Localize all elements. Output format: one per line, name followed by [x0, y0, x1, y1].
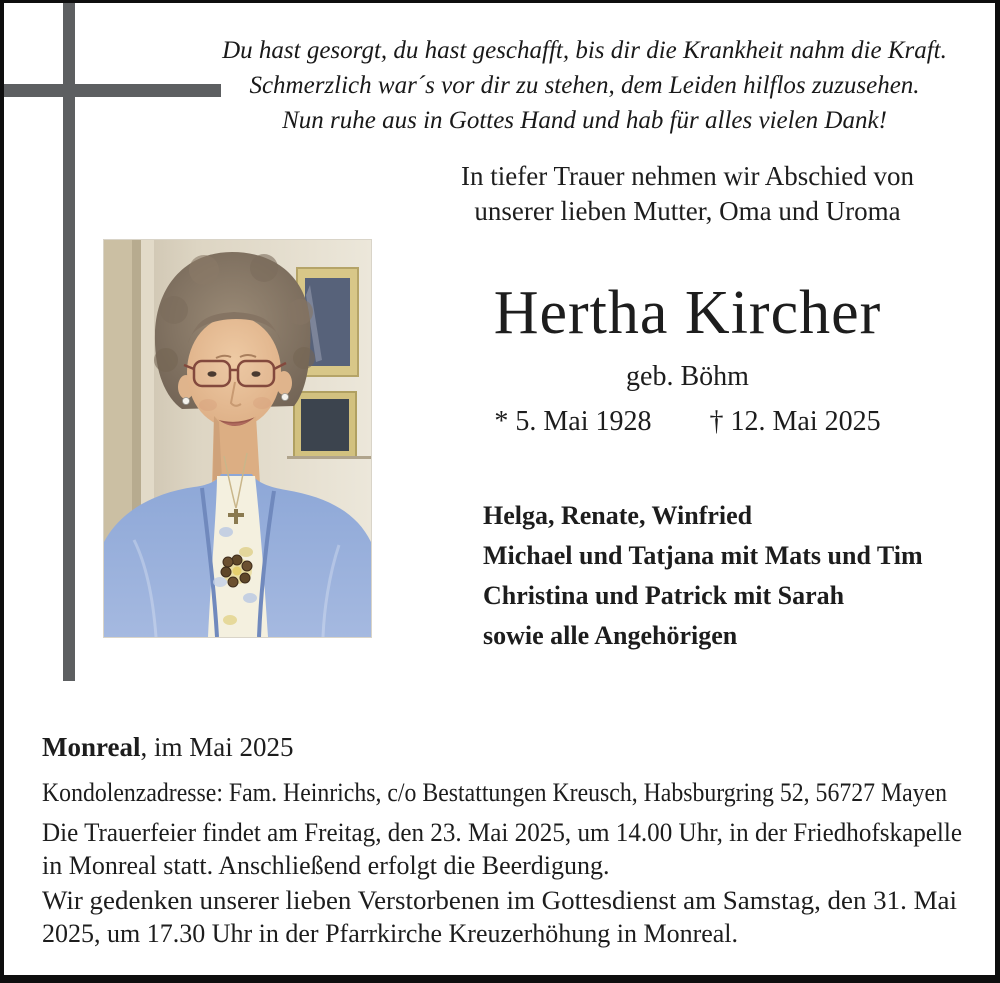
intro-line: In tiefer Trauer nehmen wir Abschied von — [461, 161, 914, 191]
place-name: Monreal — [42, 732, 141, 762]
verse-line: Nun ruhe aus in Gottes Hand und hab für alles vielen Dank! — [282, 107, 887, 134]
life-dates — [435, 405, 940, 438]
intro-line: unserer lieben Mutter, Oma und Uroma — [474, 196, 901, 226]
earring-right — [282, 394, 289, 401]
funeral-info — [42, 816, 962, 882]
memorial-line: 2025, um 17.30 Uhr in der Pfarrkirche Kreuzerhöhung in Monreal. — [42, 919, 739, 948]
mourners-list — [435, 496, 940, 656]
mourners-line: Christina und Patrick mit Sarah — [483, 581, 845, 610]
maiden-name: geb. Böhm — [626, 361, 749, 392]
mourners-line: Michael und Tatjana mit Mats und Tim — [483, 541, 923, 570]
earring-left — [183, 398, 190, 405]
place-date-line — [42, 730, 962, 764]
verse-line: Du hast gesorgt, du hast geschafft, bis dir die Krankheit nahm die Kraft. — [222, 37, 947, 64]
intro-text — [435, 159, 940, 229]
mourners-line: Helga, Renate, Winfried — [483, 501, 753, 530]
eye-left — [208, 371, 217, 377]
details-block — [42, 730, 962, 950]
funeral-line: in Monreal statt. Anschließend erfolgt die Beerdigung. — [42, 851, 610, 880]
condolence-address-line — [42, 776, 962, 809]
death-date: † 12. Mai 2025 — [709, 406, 881, 437]
verse-line: Schmerzlich war´s vor dir zu stehen, dem Leiden hilflos zuzusehen. — [249, 72, 920, 99]
funeral-line: Die Trauerfeier findet am Freitag, den 23. Mai 2025, um 14.00 Uhr, in der Friedhofskapelle — [42, 818, 962, 847]
memorial-service-info — [42, 884, 962, 950]
framed-picture-lower — [294, 392, 356, 458]
memorial-line: Wir gedenken unserer lieben Verstorbenen im Gottesdienst am Samstag, den 31. Mai — [42, 886, 957, 915]
mourners-line: sowie alle Angehörigen — [483, 621, 738, 650]
birth-date: * 5. Mai 1928 — [494, 406, 652, 437]
condolence-text: Kondolenzadresse: Fam. Heinrichs, c/o Bestattungen Kreusch, Habsburgring 52, 56727 Mayen — [42, 778, 947, 807]
portrait-photo — [104, 240, 371, 637]
memorial-cross-vertical-bar — [63, 3, 75, 681]
announcement-column — [435, 159, 940, 656]
place-date-rest: , im Mai 2025 — [140, 732, 294, 762]
eye-right — [252, 371, 261, 377]
deceased-name: Hertha Kircher — [493, 279, 882, 347]
memorial-verse — [186, 33, 983, 138]
